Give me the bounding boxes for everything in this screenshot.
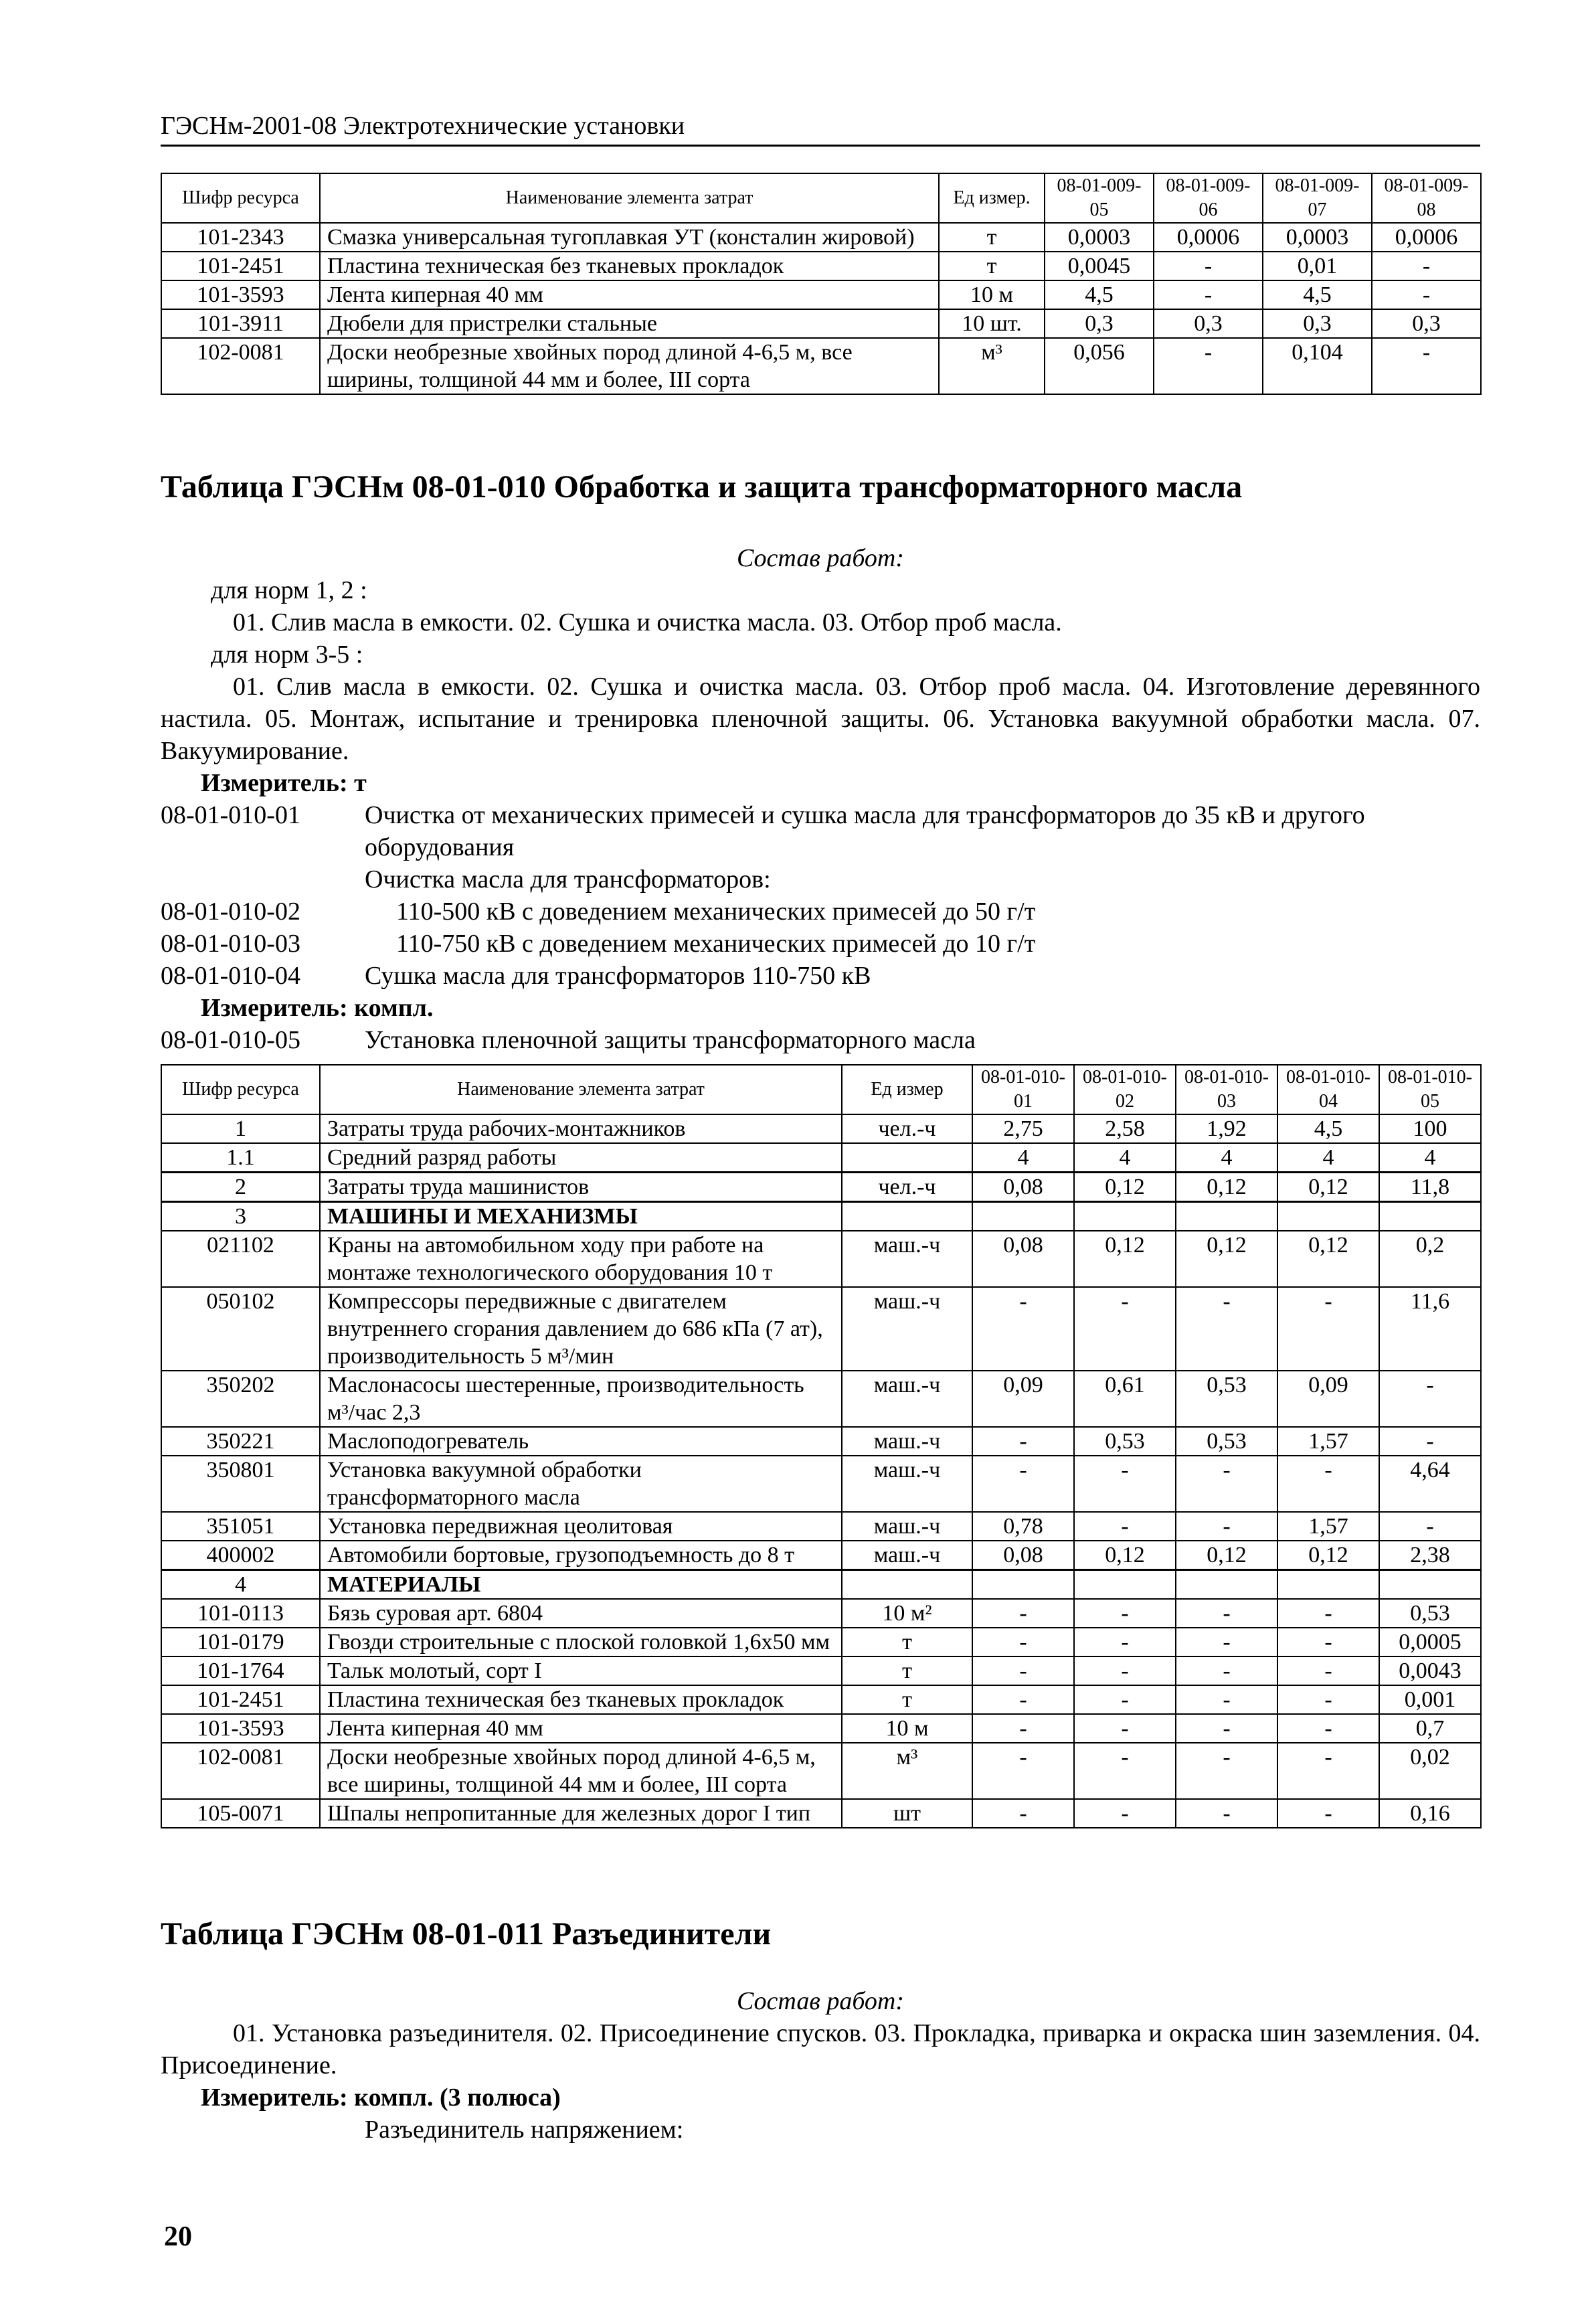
resource-name: Затраты труда машинистов [320,1173,842,1202]
resource-name: Маслоподогреватель [320,1427,842,1456]
norm-value: 0,0003 [1263,223,1372,252]
norm-code: 08-01-010-01 [161,801,300,829]
norm-value: 0,12 [1176,1231,1277,1287]
resource-name: Доски необрезные хвойных пород длиной 4-6,5 м, все ширины, толщиной 44 мм и более, III сорта [320,1743,842,1799]
page-header: ГЭСНм-2001-08 Электротехнические установки [161,111,1480,147]
unit: 10 м² [842,1599,972,1628]
norm-value: 0,2 [1379,1231,1481,1287]
resource-code: 101-2451 [161,252,320,280]
norm-value: 0,0003 [1045,223,1154,252]
norm-value: 0,3 [1154,309,1263,338]
norm-item-03 [161,928,1480,960]
norm-value: - [1074,1628,1176,1656]
norm-value: - [1154,280,1263,309]
norm-value: 0,12 [1277,1231,1379,1287]
resource-code: 101-3593 [161,1714,320,1743]
norm-value: - [1074,1287,1176,1371]
norm-value: 100 [1379,1114,1481,1143]
resource-code: 350202 [161,1371,320,1427]
resource-code: 021102 [161,1231,320,1287]
table-row [161,1202,1481,1231]
resource-name: Компрессоры передвижные с двигателем внутреннего сгорания давлением до 686 кПа (7 ат), производительность 5 м³/мин [320,1287,842,1371]
column-header: 08-01-009-07 [1263,173,1372,223]
norm-value: - [1074,1599,1176,1628]
norm-value: 4,5 [1277,1114,1379,1143]
norm-code: 08-01-010-03 [161,930,300,958]
table-row [161,252,1481,280]
table-row [161,1456,1481,1512]
norm-value: 0,12 [1074,1173,1176,1202]
sostav-text-011: 01. Установка разъединителя. 02. Присоединение спусков. 03. Прокладка, приварка и окраска шин заземления. 04. Присоединение. [161,2019,1480,2079]
norm-value: - [1277,1714,1379,1743]
norm-value: - [1379,1371,1481,1427]
table-row [161,309,1481,338]
norm-value: 4,5 [1045,280,1154,309]
norm-value: 11,6 [1379,1287,1481,1371]
sostav-text-a: 01. Слив масла в емкости. 02. Сушка и очистка масла. 03. Отбор проб масла. [233,608,1062,636]
izm-label: Измеритель: [201,994,348,1022]
norm-value: 4,64 [1379,1456,1481,1512]
resource-code: 101-0179 [161,1628,320,1656]
norm-value: 0,12 [1176,1541,1277,1570]
resource-name: Лента киперная 40 мм [320,280,939,309]
resource-code: 350801 [161,1456,320,1512]
norm-value: - [1277,1656,1379,1685]
column-header: Наименование элемента затрат [320,1065,842,1114]
norm-value: - [1379,1512,1481,1541]
norm-value: 4 [972,1143,1074,1173]
unit: т [842,1685,972,1714]
norm-value: - [972,1456,1074,1512]
resource-code: 1.1 [161,1143,320,1173]
resource-name: Гвозди строительные с плоской головкой 1,6х50 мм [320,1628,842,1656]
table-row [161,1114,1481,1143]
norm-value: - [1176,1743,1277,1799]
norm-value: - [1176,1656,1277,1685]
resource-code: 350221 [161,1427,320,1456]
norm-value: - [1277,1743,1379,1799]
column-header: 08-01-009-08 [1372,173,1481,223]
norm-value: 0,0045 [1045,252,1154,280]
norm-value: 0,056 [1045,338,1154,394]
norm-value: - [1176,1512,1277,1541]
norm-value: 0,12 [1277,1541,1379,1570]
resource-code: 050102 [161,1287,320,1371]
resource-code: 2 [161,1173,320,1202]
table-row [161,1231,1481,1287]
unit [842,1202,972,1231]
table-row [161,338,1481,394]
resource-name: Пластина техническая без тканевых прокладок [320,252,939,280]
norm-value: 0,7 [1379,1714,1481,1743]
norm-value: 0,0005 [1379,1628,1481,1656]
norm-value: 0,104 [1263,338,1372,394]
table-row [161,1743,1481,1799]
column-header: 08-01-010-03 [1176,1065,1277,1114]
norm-value: - [972,1287,1074,1371]
norm-value: - [1176,1685,1277,1714]
resource-name: Доски необрезные хвойных пород длиной 4-6,5 м, все ширины, толщиной 44 мм и более, III сорта [320,338,939,394]
norm-value: - [1074,1456,1176,1512]
norm-value: 0,0006 [1154,223,1263,252]
resource-name: Пластина техническая без тканевых прокладок [320,1685,842,1714]
norm-code: 08-01-010-05 [161,1026,300,1054]
norm-value: 0,01 [1263,252,1372,280]
norm-value: 1,57 [1277,1427,1379,1456]
table-row [161,1371,1481,1427]
norm-value: 0,09 [972,1371,1074,1427]
unit: т [842,1628,972,1656]
norm-value: 0,001 [1379,1685,1481,1714]
resource-code: 101-2451 [161,1685,320,1714]
izm-label: Измеритель: [201,769,348,797]
resource-table-010 [161,1064,1482,1828]
norm-text: 110-750 кВ с доведением механических примесей до 10 г/т [396,930,1036,958]
norm-value: 0,3 [1263,309,1372,338]
norm-value: - [972,1599,1074,1628]
unit: м³ [842,1743,972,1799]
norm-value: - [972,1685,1074,1714]
norm-value: 0,78 [972,1512,1074,1541]
norm-value: - [972,1656,1074,1685]
norm-item-05 [161,1024,1480,1056]
norm-value: - [1277,1799,1379,1828]
norm-value: - [1074,1714,1176,1743]
resource-code: 351051 [161,1512,320,1541]
norm-value: - [1074,1685,1176,1714]
izm-line-1 [201,767,367,799]
resource-name: МАШИНЫ И МЕХАНИЗМЫ [320,1202,842,1231]
column-header: Ед измер [842,1065,972,1114]
norm-text: 110-500 кВ с доведением механических примесей до 50 г/т [396,898,1036,926]
table-row [161,1287,1481,1371]
norm-value: - [1154,338,1263,394]
norm-value: - [1176,1799,1277,1828]
resource-name: Бязь суровая арт. 6804 [320,1599,842,1628]
norm-value: - [972,1427,1074,1456]
subhead-cleaning: Очистка масла для трансформаторов: [365,865,771,893]
norm-value: - [1277,1599,1379,1628]
norm-value [1277,1570,1379,1600]
table-row [161,1599,1481,1628]
norm-value: - [1074,1743,1176,1799]
unit: т [842,1656,972,1685]
unit: 10 м [939,280,1045,309]
resource-name: Маслонасосы шестеренные, производительность м³/час 2,3 [320,1371,842,1427]
table-title-011: Таблица ГЭСНм 08-01-011 Разъединители [161,1916,772,1952]
norm-value [1074,1570,1176,1600]
resource-name: Установка вакуумной обработки трансформаторного масла [320,1456,842,1512]
table-row [161,1799,1481,1828]
unit: маш.-ч [842,1371,972,1427]
norm-value: - [1372,338,1481,394]
norm-value: 11,8 [1379,1173,1481,1202]
column-header: 08-01-010-01 [972,1065,1074,1114]
norm-value: - [1277,1628,1379,1656]
norm-code: 08-01-010-04 [161,962,300,990]
norm-value: - [972,1628,1074,1656]
resource-code: 101-3911 [161,309,320,338]
unit: маш.-ч [842,1231,972,1287]
resource-name: Установка передвижная цеолитовая [320,1512,842,1541]
norm-value: - [1372,280,1481,309]
table-title-010: Таблица ГЭСНм 08-01-010 Обработка и защита трансформаторного масла [161,469,1243,505]
izm-line-3 [201,2081,561,2114]
norm-value [1176,1202,1277,1231]
norm-text: Сушка масла для трансформаторов 110-750 кВ [365,962,871,990]
sostav-text-b: 01. Слив масла в емкости. 02. Сушка и очистка масла. 03. Отбор проб масла. 04. Изготовление деревянного настила. 05. Монтаж, испытание и тренировка пленочной защиты. 06. Установка вакуумной обработки масла. 07. Вакуумирование. [161,673,1480,765]
table-row [161,1427,1481,1456]
norm-item-04 [161,960,1480,992]
norm-value: 2,58 [1074,1114,1176,1143]
norm-text: Очистка от механических примесей и сушка масла для трансформаторов до 35 кВ и другого оборудования [365,801,1365,861]
norm-code: 08-01-010-02 [161,898,300,926]
izm-label: Измеритель: [201,2083,348,2112]
resource-name: Затраты труда рабочих-монтажников [320,1114,842,1143]
page-number: 20 [164,2221,192,2252]
norm-value: 0,08 [972,1173,1074,1202]
table-row [161,1714,1481,1743]
table-row [161,1512,1481,1541]
column-header: 08-01-009-06 [1154,173,1263,223]
norm-value: 0,53 [1379,1599,1481,1628]
norm-value: 0,09 [1277,1371,1379,1427]
norm-value: - [1176,1628,1277,1656]
resource-code: 3 [161,1202,320,1231]
table-row [161,1541,1481,1570]
norm-value: - [1277,1456,1379,1512]
norm-value: - [1074,1656,1176,1685]
norm-value: 0,12 [1176,1173,1277,1202]
norm-value: - [972,1714,1074,1743]
unit: маш.-ч [842,1512,972,1541]
column-header: 08-01-010-02 [1074,1065,1176,1114]
norms-label-a: для норм 1, 2 : [211,576,367,604]
resource-name: МАТЕРИАЛЫ [320,1570,842,1600]
table-row [161,280,1481,309]
norm-value: 1,92 [1176,1114,1277,1143]
norm-value: 0,08 [972,1231,1074,1287]
norm-value: 0,16 [1379,1799,1481,1828]
table-row [161,1685,1481,1714]
resource-code: 4 [161,1570,320,1600]
norm-value: 0,53 [1176,1371,1277,1427]
norm-value [1379,1570,1481,1600]
column-header: Наименование элемента затрат [320,173,939,223]
resource-name: Средний разряд работы [320,1143,842,1173]
unit: 10 м [842,1714,972,1743]
norm-value: - [1372,252,1481,280]
norm-value: 1,57 [1277,1512,1379,1541]
norm-value: - [1074,1799,1176,1828]
column-header: 08-01-010-04 [1277,1065,1379,1114]
unit: маш.-ч [842,1287,972,1371]
column-header: Шифр ресурса [161,173,320,223]
norm-value: 4 [1379,1143,1481,1173]
norm-value: 4 [1176,1143,1277,1173]
unit: чел.-ч [842,1114,972,1143]
sostav-label-011: Состав работ: [736,1987,905,2015]
resource-table-009 [161,173,1482,395]
unit: шт [842,1799,972,1828]
unit [842,1570,972,1600]
norm-value: 0,0043 [1379,1656,1481,1685]
resource-code: 101-0113 [161,1599,320,1628]
norm-value: 4,5 [1263,280,1372,309]
table-row [161,1656,1481,1685]
norm-value: 0,12 [1074,1541,1176,1570]
norm-value [1379,1202,1481,1231]
sostav-label: Состав работ: [736,544,905,572]
norm-value [1176,1570,1277,1600]
resource-code: 105-0071 [161,1799,320,1828]
table-row [161,1628,1481,1656]
table-row [161,1570,1481,1600]
norm-item-01 [161,799,1480,863]
norm-value: 4 [1277,1143,1379,1173]
unit [842,1143,972,1173]
norm-value: 0,02 [1379,1743,1481,1799]
table-row [161,1143,1481,1173]
unit: маш.-ч [842,1456,972,1512]
norm-value: 2,38 [1379,1541,1481,1570]
unit: т [939,223,1045,252]
table-row [161,223,1481,252]
unit: т [939,252,1045,280]
norm-value: 0,3 [1045,309,1154,338]
table-row [161,1173,1481,1202]
norm-item-02 [161,896,1480,928]
izm-value: компл. [354,994,434,1022]
norm-value: 0,53 [1074,1427,1176,1456]
norm-value: - [1176,1287,1277,1371]
resource-code: 102-0081 [161,1743,320,1799]
norm-value: 2,75 [972,1114,1074,1143]
resource-code: 400002 [161,1541,320,1570]
norm-value: 0,53 [1176,1427,1277,1456]
resource-name: Шпалы непропитанные для железных дорог I тип [320,1799,842,1828]
resource-code: 101-1764 [161,1656,320,1685]
norm-value [972,1202,1074,1231]
norm-value: - [1176,1456,1277,1512]
norm-value: 0,3 [1372,309,1481,338]
izm-value: т [354,769,367,797]
resource-name: Тальк молотый, сорт I [320,1656,842,1685]
norm-value: 4 [1074,1143,1176,1173]
column-header: Шифр ресурса [161,1065,320,1114]
norm-value: 0,0006 [1372,223,1481,252]
norms-label-b: для норм 3-5 : [211,641,363,669]
norm-value: - [1154,252,1263,280]
norm-value [1277,1202,1379,1231]
norm-value: 0,12 [1277,1173,1379,1202]
unit: маш.-ч [842,1541,972,1570]
resource-code: 101-2343 [161,223,320,252]
resource-name: Краны на автомобильном ходу при работе на монтаже технологического оборудования 10 т [320,1231,842,1287]
norm-value: - [1176,1714,1277,1743]
norm-value [972,1570,1074,1600]
norm-value: - [1074,1512,1176,1541]
resource-name: Автомобили бортовые, грузоподъемность до 8 т [320,1541,842,1570]
norm-value: - [1176,1599,1277,1628]
norm-value [1074,1202,1176,1231]
unit: чел.-ч [842,1173,972,1202]
izm-line-2 [201,992,433,1024]
resource-code: 101-3593 [161,280,320,309]
column-header: 08-01-009-05 [1045,173,1154,223]
resource-code: 102-0081 [161,338,320,394]
norm-value: 0,08 [972,1541,1074,1570]
norm-value: 0,12 [1074,1231,1176,1287]
resource-name: Дюбели для пристрелки стальные [320,309,939,338]
norm-value: - [972,1743,1074,1799]
unit: м³ [939,338,1045,394]
norm-text: Установка пленочной защиты трансформаторного масла [365,1026,976,1054]
norm-value: - [972,1799,1074,1828]
resource-name: Смазка универсальная тугоплавкая УТ (консталин жировой) [320,223,939,252]
izm-value: компл. (3 полюса) [354,2083,561,2112]
unit: маш.-ч [842,1427,972,1456]
resource-code: 1 [161,1114,320,1143]
norm-value: - [1277,1287,1379,1371]
column-header: 08-01-010-05 [1379,1065,1481,1114]
norm-value: - [1379,1427,1481,1456]
column-header: Ед измер. [939,173,1045,223]
resource-name: Лента киперная 40 мм [320,1714,842,1743]
subhead-disconnector: Разъединитель напряжением: [365,2116,684,2144]
unit: 10 шт. [939,309,1045,338]
norm-value: 0,61 [1074,1371,1176,1427]
norm-value: - [1277,1685,1379,1714]
